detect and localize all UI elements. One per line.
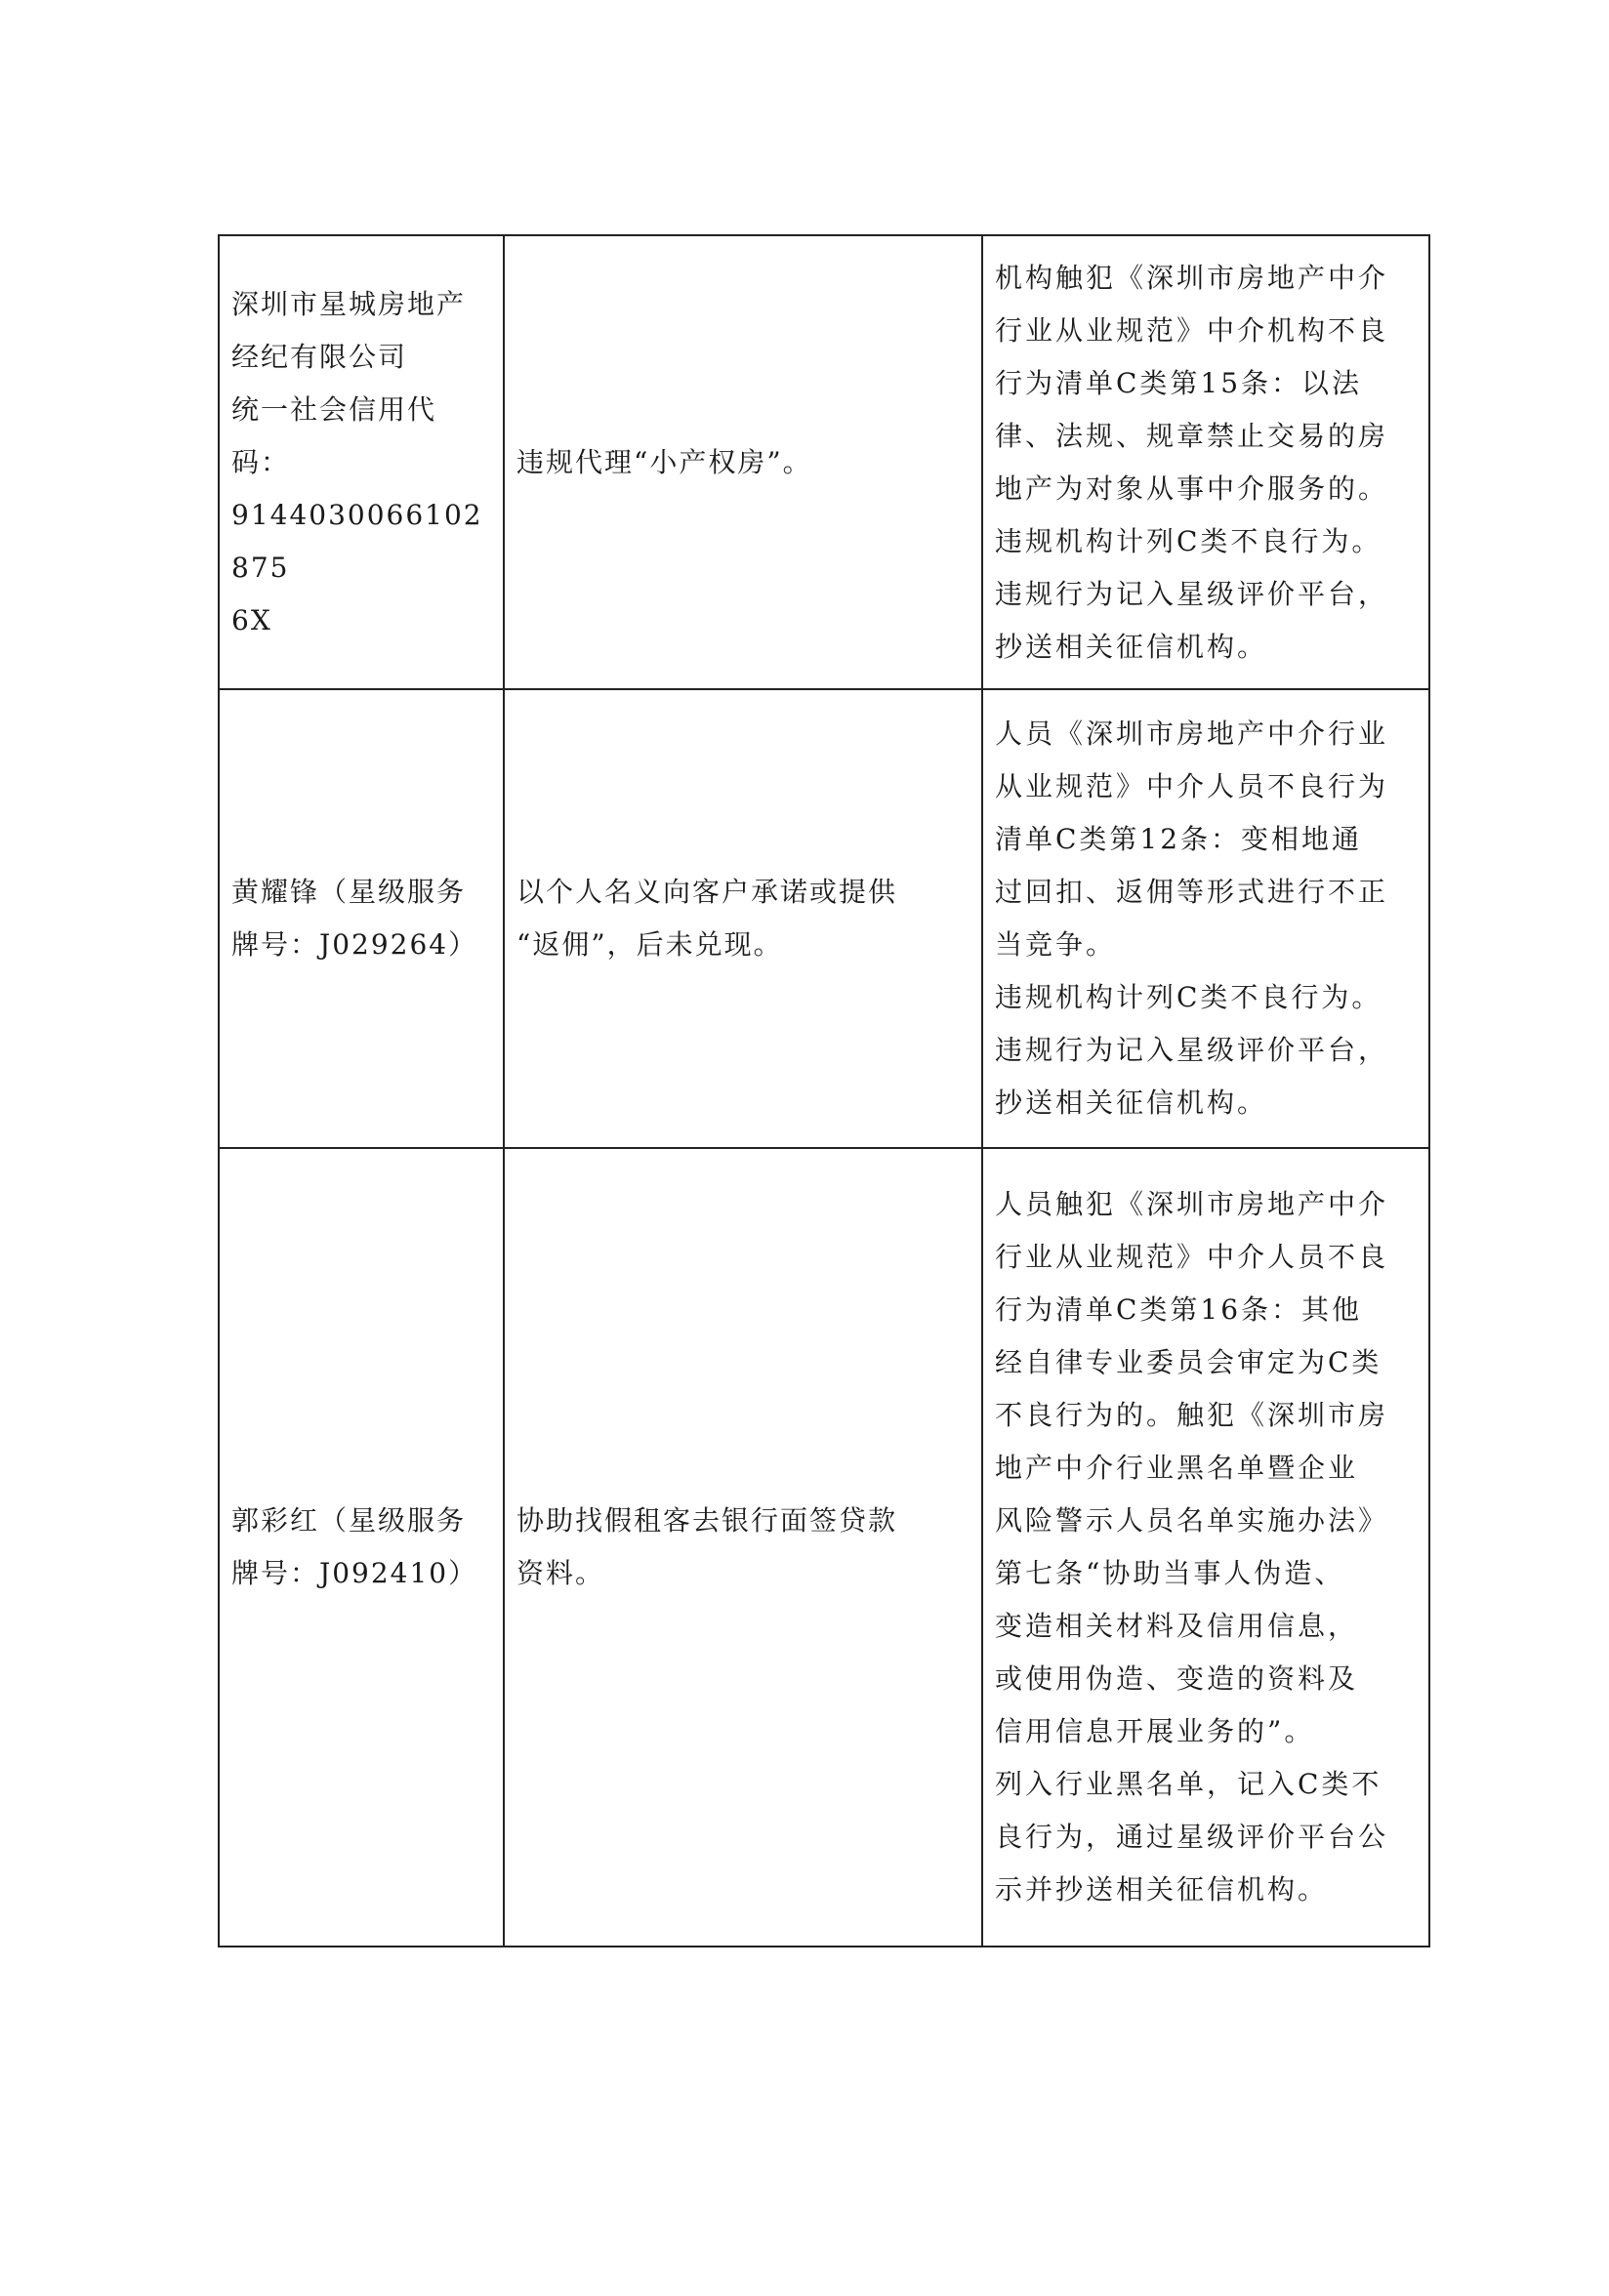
violation-text: 违规代理“小产权房”。 [516,445,812,478]
violation-cell [504,689,982,1148]
table-row [219,235,1429,689]
subject-text: 黄耀锋（星级服务 牌号：J029264） [231,876,478,961]
violation-text: 协助找假租客去银行面签贷款 资料。 [516,1504,898,1589]
violation-cell [504,235,982,689]
table-row [219,1148,1429,1947]
penalty-text: 机构触犯《深圳市房地产中介 行业从业规范》中介机构不良 行为清单C类第15条：以法 律、法规、规章禁止交易的房 地产为对象从事中介服务的。 违规机构计列C类不良行为。 违规行为记入星级评价平台， 抄送相关征信机构。 [995,261,1389,663]
subject-cell [219,1148,504,1947]
subject-cell [219,689,504,1148]
penalty-text: 人员触犯《深圳市房地产中介 行业从业规范》中介人员不良 行为清单C类第16条：其他 经自律专业委员会审定为C类 不良行为的。触犯《深圳市房 地产中介行业黑名单暨企业 风险警示人员名单实施办法》 第七条“协助当事人伪造、 变造相关材料及信用信息， 或使用伪造、变造的资料及 信用信息开展业务的”。 列入行业黑名单，记入C类不 良行为，通过星级评价平台公 示并抄送相关征信机构。 [995,1188,1389,1906]
penalty-text: 人员《深圳市房地产中介行业 从业规范》中介人员不良行为 清单C类第12条：变相地通 过回扣、返佣等形式进行不正 当竞争。 违规机构计列C类不良行为。 违规行为记入星级评价平台， 抄送相关征信机构。 [995,718,1389,1119]
violation-cell [504,1148,982,1947]
subject-cell [219,235,504,689]
penalty-cell [982,235,1429,689]
subject-text: 深圳市星城房地产 经纪有限公司 统一社会信用代 码： 9144030066102875 6X [231,287,483,636]
subject-text: 郭彩红（星级服务 牌号：J092410） [231,1504,478,1589]
violation-records-table [218,234,1430,1948]
violation-text: 以个人名义向客户承诺或提供 “返佣”，后未兑现。 [516,876,898,961]
table-row [219,689,1429,1148]
penalty-cell [982,1148,1429,1947]
penalty-cell [982,689,1429,1148]
